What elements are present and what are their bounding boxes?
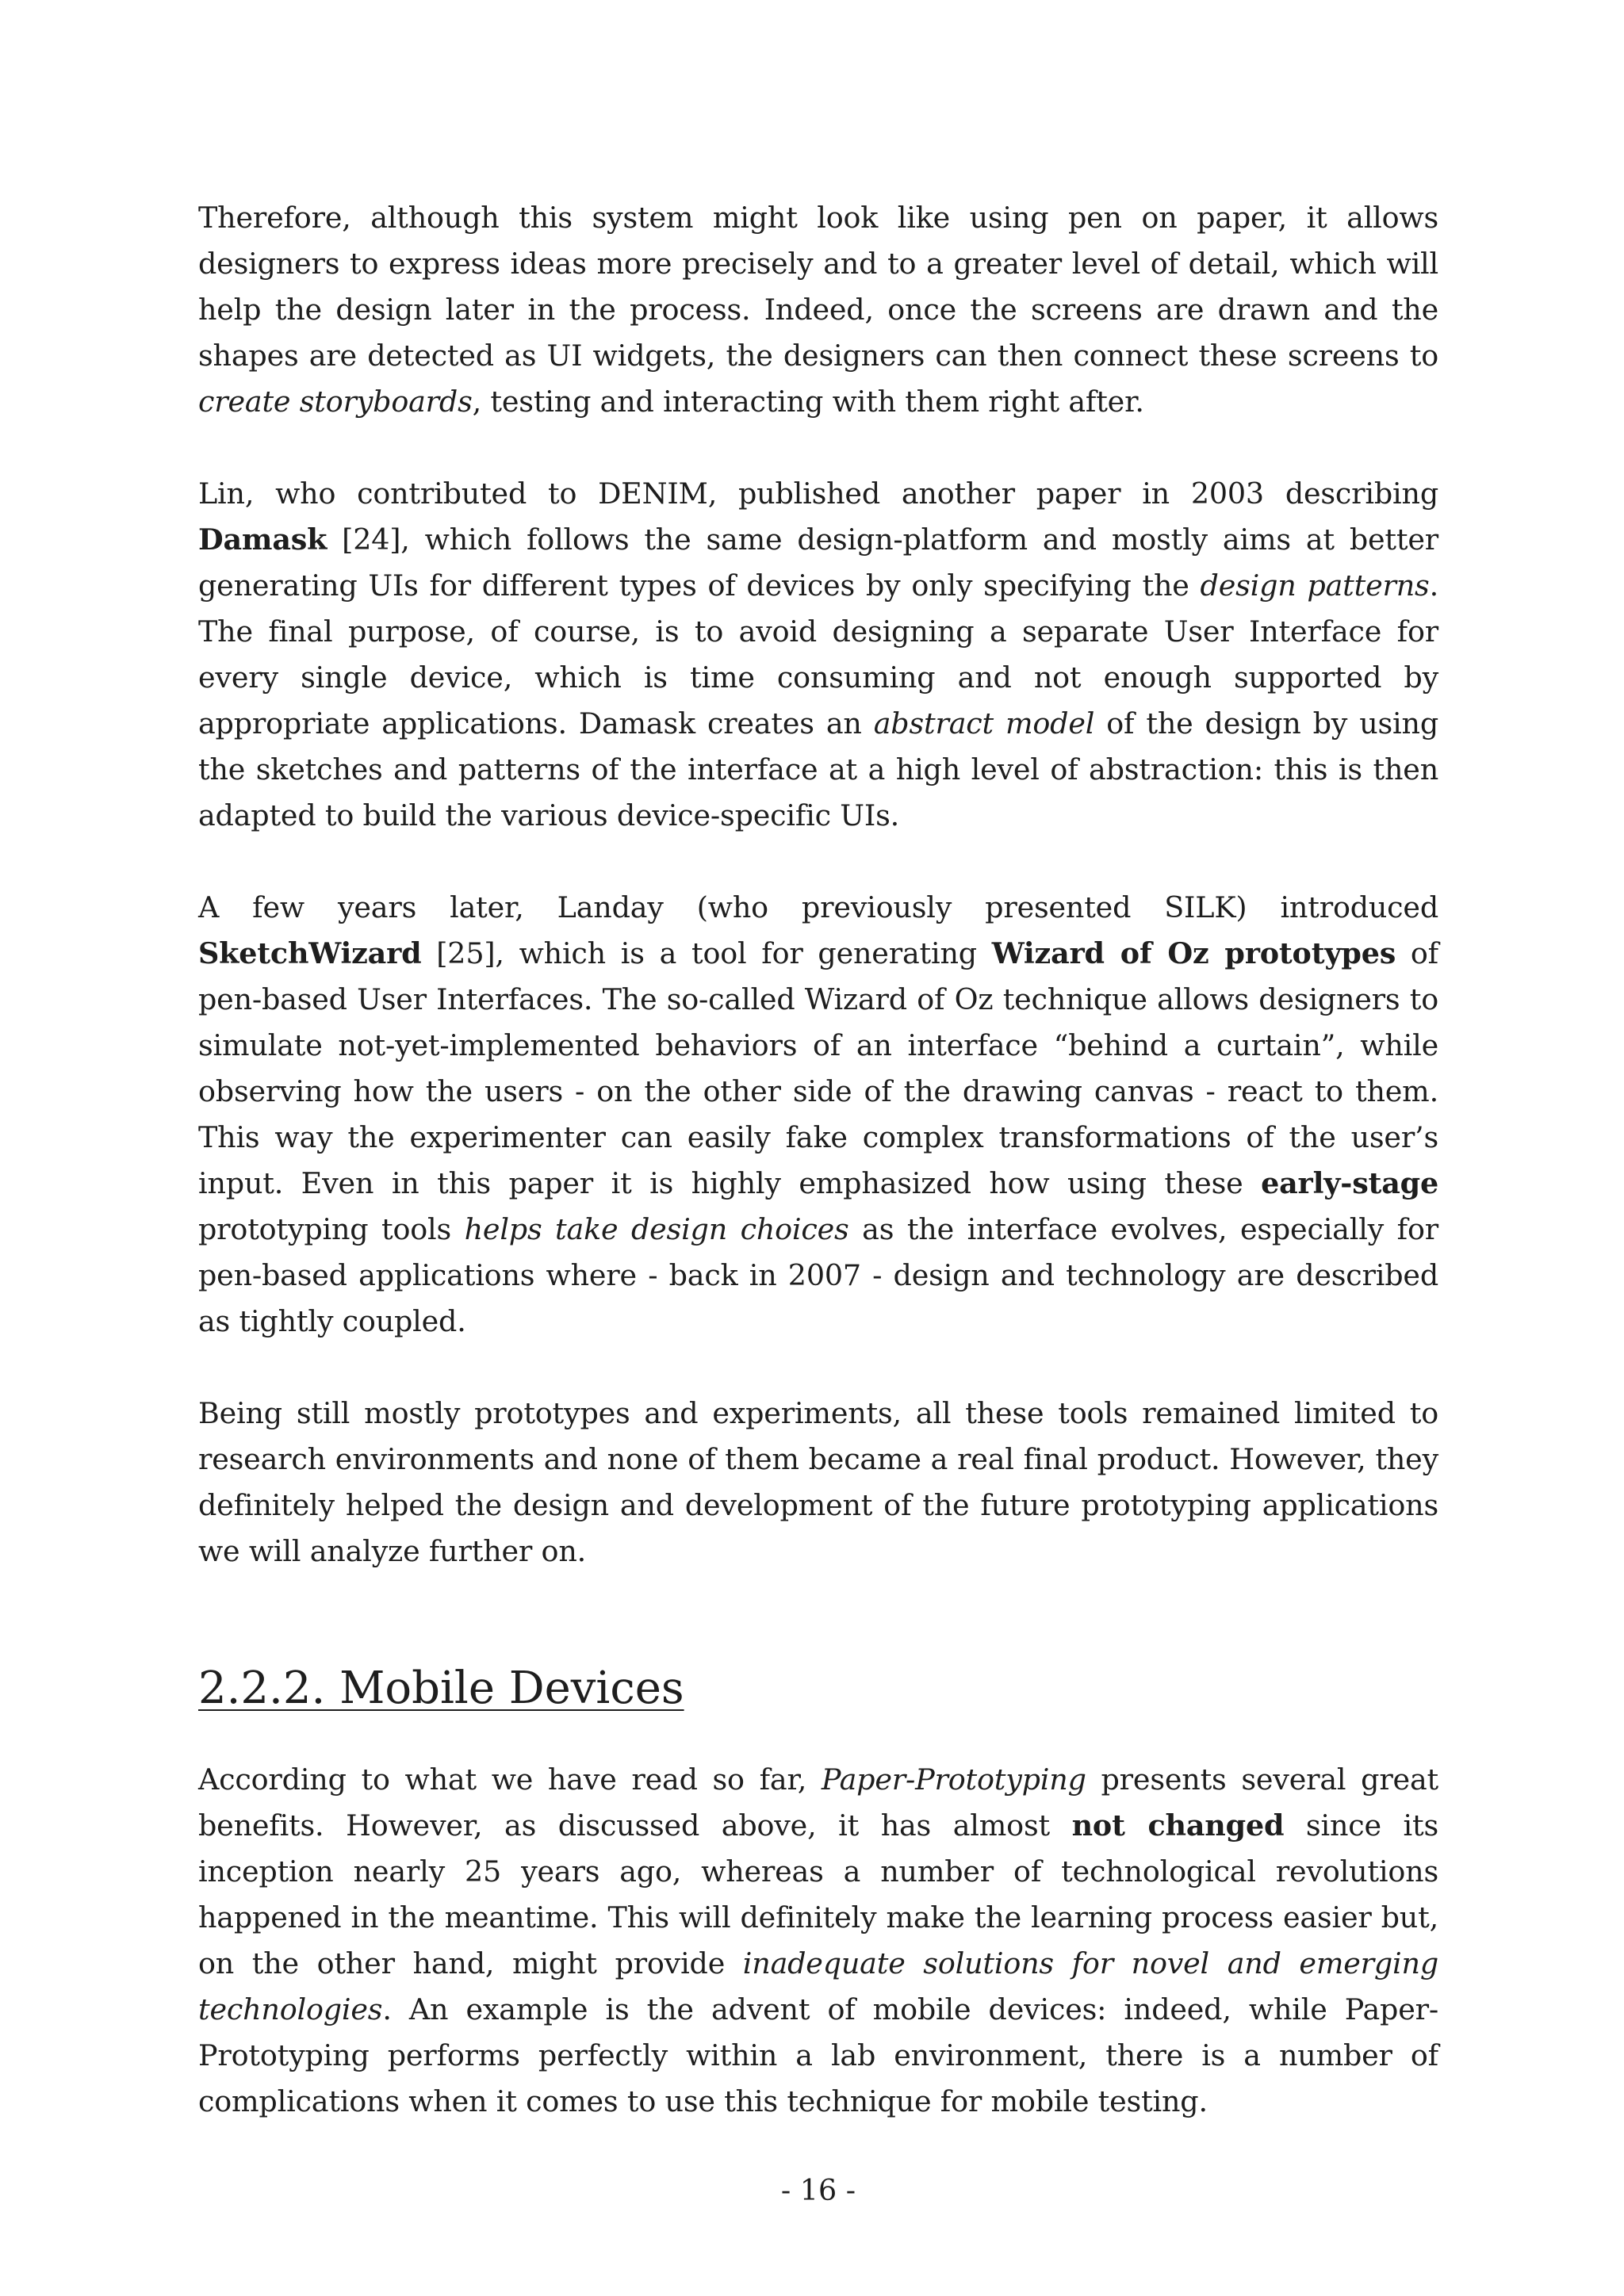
paragraph-silk-denim-conclusion	[198, 195, 1438, 425]
emphasis-text: create storyboards	[198, 385, 473, 419]
paragraph-research-tools-summary	[198, 1391, 1438, 1575]
text-run: Therefore, although this system might look like using pen on paper, it allows designers to express ideas more precisely and to a greater level of detail, which will help the design later in the process. Indeed, once the screens are drawn and the shapes are detected as UI widgets, the designers can then connect these screens to	[198, 201, 1438, 373]
paragraph-sketchwizard	[198, 885, 1438, 1345]
bold-text: SketchWizard	[198, 936, 422, 970]
text-run: [24], which follows the same design-platform and mostly aims at better generating UIs for different types of devices by only specifying the	[198, 522, 1438, 603]
text-run: of the design by using the sketches and patterns of the interface at a high level of abstraction: this is then adapted to build the various device-specific UIs.	[198, 706, 1439, 832]
text-run: A few years later, Landay (who previously presented SILK) introduced	[198, 890, 1438, 924]
bold-text: Damask	[198, 522, 327, 557]
text-run: of pen-based User Interfaces. The so-called Wizard of Oz technique allows designers to simulate not-yet-implemented behaviors of an interface “behind a curtain”, while observing how the users - on the other side of the drawing canvas - react to them. This way the experimenter can easily fake complex transformations of the user’s input. Even in this paper it is highly emphasized how using these	[198, 936, 1438, 1200]
text-run: [25], which is a tool for generating	[421, 936, 992, 970]
emphasis-text: design patterns	[1200, 568, 1430, 603]
paragraph-mobile-devices	[198, 1757, 1438, 2125]
bold-text: not changed	[1071, 1808, 1285, 1843]
bold-text: early-stage	[1261, 1166, 1438, 1200]
bold-text: Wizard of Oz prototypes	[991, 936, 1396, 970]
text-run: , testing and interacting with them right after.	[472, 385, 1144, 419]
text-run: . The final purpose, of course, is to avoid designing a separate User Interface for every single device, which is time consuming and not enough supported by appropriate applications. Damask creates an	[198, 568, 1438, 740]
emphasis-text: abstract model	[873, 706, 1095, 740]
emphasis-text: helps take design choices	[464, 1212, 849, 1246]
paragraph-damask	[198, 471, 1438, 839]
text-run: Lin, who contributed to DENIM, published another paper in 2003 describing	[198, 476, 1438, 511]
text-run: According to what we have read so far,	[198, 1762, 822, 1797]
section-heading-mobile-devices: 2.2.2. Mobile Devices	[198, 1663, 684, 1714]
text-run: since its inception nearly 25 years ago, whereas a number of technological revolutions happened in the meantime. This will definitely make the learning process easier but, on the other hand, might provide	[198, 1808, 1438, 1980]
text-run: as the interface evolves, especially for pen-based applications where - back in 2007 - design and technology are described as tightly coupled.	[198, 1212, 1438, 1338]
page-body	[198, 195, 1438, 2125]
text-run: prototyping tools	[198, 1212, 465, 1246]
text-run: . An example is the advent of mobile devices: indeed, while Paper-Prototyping performs perfectly within a lab environment, there is a number of complications when it comes to use this technique for mobile testing.	[198, 1992, 1438, 2118]
emphasis-text: Paper-Prototyping	[821, 1762, 1086, 1797]
text-run: presents several great benefits. However, as discussed above, it has almost	[198, 1762, 1438, 1843]
emphasis-text: inadequate solutions for novel and emerging technologies	[198, 1946, 1438, 2026]
page-number: - 16 -	[780, 2173, 856, 2207]
text-run: Being still mostly prototypes and experiments, all these tools remained limited to research environments and none of them became a real final product. However, they definitely helped the design and development of the future prototyping applications we will analyze further on.	[198, 1396, 1438, 1568]
